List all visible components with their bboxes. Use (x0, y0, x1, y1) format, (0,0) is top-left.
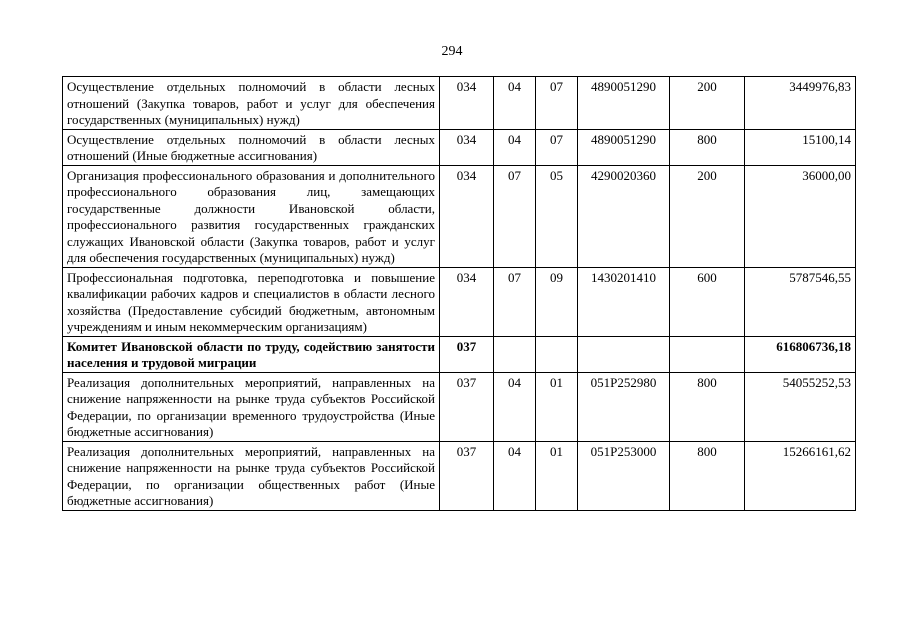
row-amount: 54055252,53 (745, 372, 856, 441)
row-section-code: 04 (494, 441, 536, 510)
budget-table (62, 76, 856, 511)
row-amount: 616806736,18 (745, 336, 856, 372)
table-row (63, 77, 856, 130)
page-number: 294 (441, 44, 463, 59)
row-expense-type: 800 (670, 372, 745, 441)
row-target-article (578, 336, 670, 372)
row-subsection-code: 01 (536, 372, 578, 441)
row-ministry-code: 034 (440, 77, 494, 130)
row-ministry-code: 037 (440, 336, 494, 372)
row-amount: 3449976,83 (745, 77, 856, 130)
row-description: Комитет Ивановской области по труду, содействию занятости населения и трудовой миграции (63, 336, 440, 372)
table-row-committee-total (63, 336, 856, 372)
row-description: Организация профессионального образования и дополнительного профессионального образования лиц, замещающих государственные должности Ивановской области, профессионального развития государственных гражданских служащих Ивановской области (Закупка товаров, работ и услуг для обеспечения государственных (муниципальных) нужд) (63, 165, 440, 267)
row-expense-type: 600 (670, 267, 745, 336)
row-target-article: 1430201410 (578, 267, 670, 336)
row-section-code: 07 (494, 267, 536, 336)
row-expense-type: 200 (670, 165, 745, 267)
row-description: Реализация дополнительных мероприятий, направленных на снижение напряженности на рынке труда субъектов Российской Федерации, по организации временного трудоустройства (Иные бюджетные ассигнования) (63, 372, 440, 441)
row-description: Профессиональная подготовка, переподготовка и повышение квалификации рабочих кадров и специалистов в области лесного хозяйства (Предоставление субсидий бюджетным, автономным учреждениям и иным некоммерческим организациям) (63, 267, 440, 336)
row-ministry-code: 034 (440, 267, 494, 336)
table-row (63, 441, 856, 510)
row-amount: 36000,00 (745, 165, 856, 267)
row-subsection-code: 07 (536, 77, 578, 130)
row-description: Осуществление отдельных полномочий в области лесных отношений (Иные бюджетные ассигнования) (63, 129, 440, 165)
table-row (63, 267, 856, 336)
row-ministry-code: 037 (440, 441, 494, 510)
row-target-article: 051P253000 (578, 441, 670, 510)
row-ministry-code: 034 (440, 165, 494, 267)
row-subsection-code: 09 (536, 267, 578, 336)
row-description: Осуществление отдельных полномочий в области лесных отношений (Закупка товаров, работ и услуг для обеспечения государственных (муниципальных) нужд) (63, 77, 440, 130)
table-row (63, 129, 856, 165)
row-section-code: 04 (494, 77, 536, 130)
row-ministry-code: 034 (440, 129, 494, 165)
row-section-code: 04 (494, 372, 536, 441)
row-amount: 5787546,55 (745, 267, 856, 336)
row-target-article: 4890051290 (578, 129, 670, 165)
row-target-article: 051P252980 (578, 372, 670, 441)
row-expense-type: 800 (670, 129, 745, 165)
table-row (63, 165, 856, 267)
row-ministry-code: 037 (440, 372, 494, 441)
row-subsection-code: 01 (536, 441, 578, 510)
row-expense-type (670, 336, 745, 372)
row-subsection-code: 07 (536, 129, 578, 165)
row-amount: 15100,14 (745, 129, 856, 165)
row-expense-type: 200 (670, 77, 745, 130)
row-amount: 15266161,62 (745, 441, 856, 510)
table-row (63, 372, 856, 441)
row-target-article: 4890051290 (578, 77, 670, 130)
row-subsection-code: 05 (536, 165, 578, 267)
row-description: Реализация дополнительных мероприятий, направленных на снижение напряженности на рынке труда субъектов Российской Федерации, по организации общественных работ (Иные бюджетные ассигнования) (63, 441, 440, 510)
row-section-code (494, 336, 536, 372)
row-expense-type: 800 (670, 441, 745, 510)
row-section-code: 07 (494, 165, 536, 267)
row-target-article: 4290020360 (578, 165, 670, 267)
row-subsection-code (536, 336, 578, 372)
row-section-code: 04 (494, 129, 536, 165)
